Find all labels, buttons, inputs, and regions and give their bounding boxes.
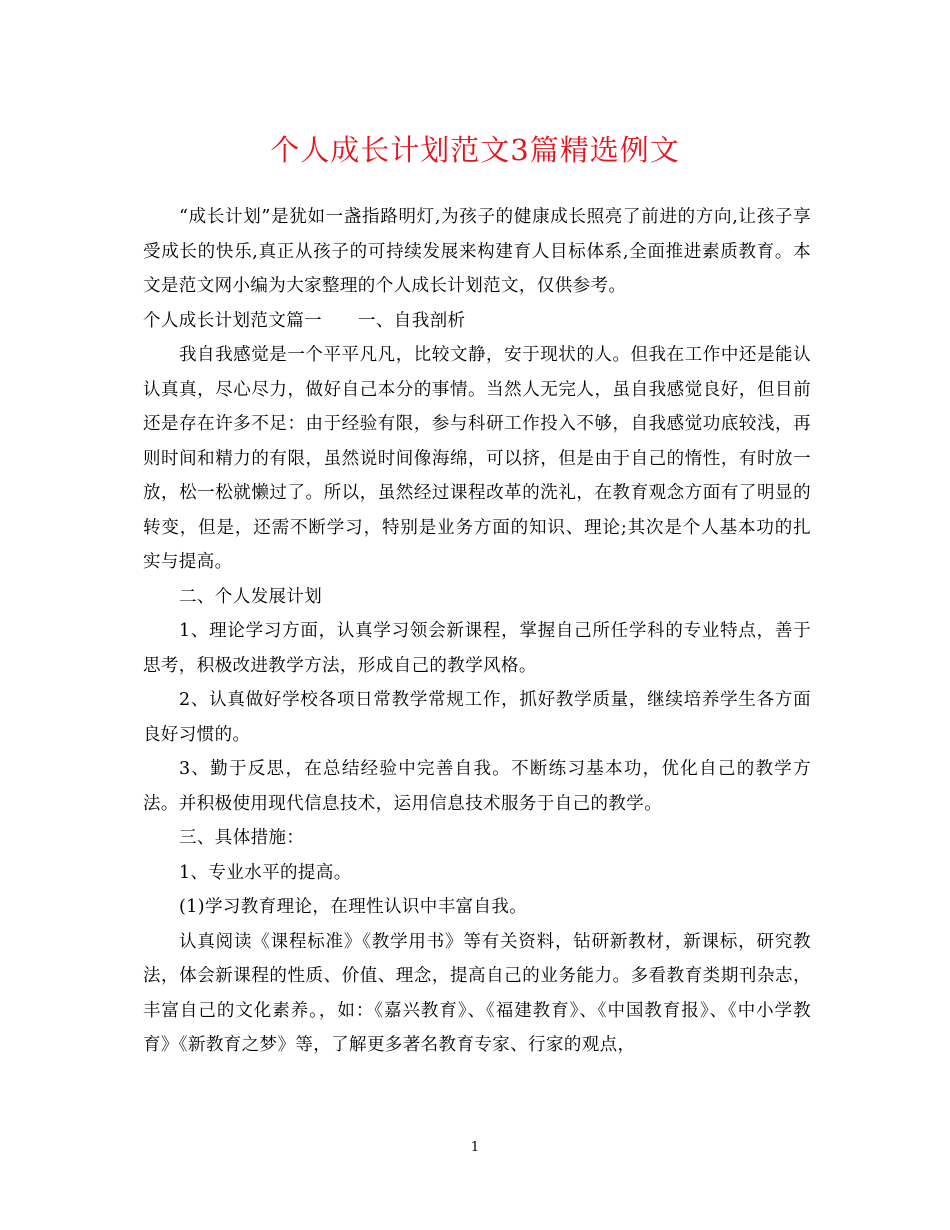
section-subheading: 一、自我剖析 xyxy=(358,310,466,331)
section-heading-line xyxy=(143,304,811,339)
intro-paragraph: “成长计划”是犹如一盏指路明灯,为孩子的健康成长照亮了前进的方向,让孩子享受成长的快乐,真正从孩子的可持续发展来构建育人目标体系,全面推进素质教育。本文是范文网小编为大家整理的个人成长计划范文，仅供参考。 xyxy=(143,207,811,296)
body-paragraph-plan-2: 2、认真做好学校各项日常教学常规工作，抓好教学质量，继续培养学生各方面良好习惯的。 xyxy=(143,690,811,745)
document-body xyxy=(143,200,811,1063)
body-paragraph-plan-1: 1、理论学习方面，认真学习领会新课程，掌握自己所任学科的专业特点，善于思考，积极改进教学方法，形成自己的教学风格。 xyxy=(143,621,811,676)
body-paragraph-measure-1: 1、专业水平的提高。 xyxy=(179,862,352,883)
document-title: 个人成长计划范文3篇精选例文 xyxy=(270,133,680,167)
body-paragraph-measure-1-1: (1)学习教育理论，在理性认识中丰富自我。 xyxy=(179,897,528,917)
section-heading: 个人成长计划范文篇一 xyxy=(143,310,322,331)
body-heading-measures: 三、具体措施： xyxy=(179,828,305,848)
page-number: 1 xyxy=(470,1140,480,1155)
body-paragraph-plan-3: 3、勤于反思，在总结经验中完善自我。不断练习基本功，优化自己的教学方法。并积极使用现代信息技术，运用信息技术服务于自己的教学。 xyxy=(143,759,811,814)
body-paragraph-self-analysis: 我自我感觉是一个平平凡凡，比较文静，安于现状的人。但我在工作中还是能认认真真，尽心尽力，做好自己本分的事情。当然人无完人，虽自我感觉良好，但目前还是存在许多不足：由于经验有限，参与科研工作投入不够，自我感觉功底较浅，再则时间和精力的有限，虽然说时间像海绵，可以挤，但是由于自己的惰性，有时放一放，松一松就懒过了。所以，虽然经过课程改革的洗礼，在教育观念方面有了明显的转变，但是，还需不断学习，特别是业务方面的知识、理论;其次是个人基本功的扎实与提高。 xyxy=(143,345,811,572)
body-heading-development-plan: 二、个人发展计划 xyxy=(179,586,323,607)
body-paragraph-reading: 认真阅读《课程标准》《教学用书》等有关资料，钻研新教材，新课标，研究教法，体会新课程的性质、价值、理念，提高自己的业务能力。多看教育类期刊杂志，丰富自己的文化素养。，如：《嘉兴教育》、《福建教育》、《中国教育报》、《中小学教育》《新教育之梦》等，了解更多著名教育专家、行家的观点， xyxy=(143,931,811,1055)
